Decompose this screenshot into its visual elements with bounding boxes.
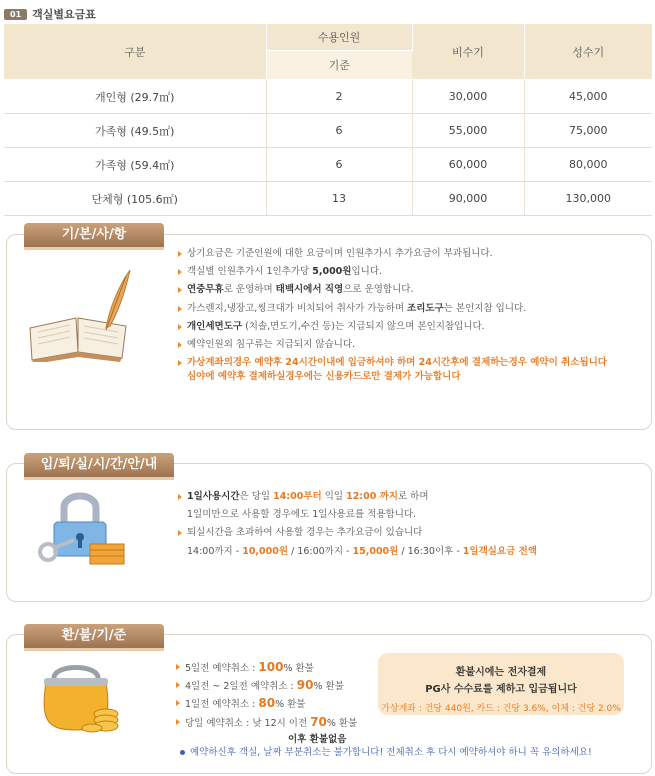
list-item: 1일전 예약취소 : 80% 환불	[176, 694, 357, 712]
offpeak-price-cell: 30,000	[412, 80, 524, 114]
room-type-cell: 단체형 (105.6㎡)	[4, 182, 266, 216]
peak-price-cell: 130,000	[524, 182, 652, 216]
header-offpeak: 비수기	[412, 24, 524, 80]
list-item: 객실별 인원추가시 1인추가당 5,000원입니다.	[178, 263, 607, 281]
section-title: 객실별요금표	[32, 8, 96, 21]
fee-box-line3: 가상계좌 : 건당 440원, 카드 : 건당 3.6%, 이체 : 건당 2.0%	[381, 704, 621, 714]
capacity-cell: 2	[266, 80, 412, 114]
list-item: 가스렌지,냉장고,씽크대가 비치되어 취사가 가능하며 조리도구는 본인지참 입니다.	[178, 300, 607, 318]
offpeak-price-cell: 55,000	[412, 114, 524, 148]
header-capacity-sub: 기준	[266, 51, 412, 80]
payment-fee-box	[378, 653, 624, 715]
warning-item: 심야에 예약후 결제하실경우에는 신용카드로만 결제가 가능합니다	[187, 371, 461, 383]
capacity-cell: 13	[266, 182, 412, 216]
peak-price-cell: 45,000	[524, 80, 652, 114]
table-row	[4, 182, 652, 216]
list-item: 4일전 ~ 2일전 예약취소 : 90% 환불	[176, 676, 357, 694]
padlock-key-icon	[34, 486, 130, 570]
refund-list	[176, 658, 357, 749]
room-type-cell: 가족형 (49.5㎡)	[4, 114, 266, 148]
refund-tab: 환/불/기/준	[24, 624, 164, 651]
list-item: 상기요금은 기준인원에 대한 요금이며 인원추가시 추가요금이 부과됩니다.	[178, 245, 607, 263]
header-peak: 성수기	[524, 24, 652, 80]
offpeak-price-cell: 60,000	[412, 148, 524, 182]
list-item: 예약인원외 침구류는 지급되지 않습니다.	[178, 336, 607, 354]
checkin-tab: 입/퇴/실/시/간/안/내	[24, 453, 174, 480]
header-type: 구분	[4, 24, 266, 80]
list-item: 퇴실시간을 초과하여 사용할 경우는 추가요금이 있습니다	[178, 524, 537, 542]
peak-price-cell: 80,000	[524, 148, 652, 182]
fee-line: 14:00까지 - 10,000원 / 16:00까지 - 15,000원 / 16:30이후 - 1일객실요금 전액	[187, 545, 537, 557]
no-refund-line: 이후 환불없음	[288, 733, 347, 745]
warning-item: 가상계좌의경우 예약후 24시간이내에 입금하셔야 하며 24시간후에 결제하는경우 예약이 취소됩니다	[178, 354, 607, 372]
table-row	[4, 80, 652, 114]
coin-purse-icon	[36, 648, 128, 736]
basics-list	[178, 245, 607, 387]
header-capacity: 수용인원	[266, 24, 412, 51]
fee-box-line2: PG사 수수료를 제하고 입금됩니다	[425, 684, 577, 695]
book-quill-icon	[22, 266, 134, 362]
basics-tab: 기/본/사/항	[24, 223, 164, 250]
cancellation-notice: 예약하신후 객실, 날짜 부분취소는 불가합니다! 전체취소 후 다시 예약하셔야 하니 꼭 유의하세요!	[180, 744, 592, 758]
table-row	[4, 148, 652, 182]
offpeak-price-cell: 90,000	[412, 182, 524, 216]
room-type-cell: 가족형 (59.4㎡)	[4, 148, 266, 182]
capacity-cell: 6	[266, 148, 412, 182]
rate-table	[4, 24, 652, 216]
capacity-cell: 6	[266, 114, 412, 148]
section-tag	[4, 6, 96, 22]
list-item: 5일전 예약취소 : 100% 환불	[176, 658, 357, 676]
list-item: 1일사용시간은 당일 14:00부터 익일 12:00 까지로 하며	[178, 488, 537, 506]
bullet-dot-icon	[180, 750, 185, 755]
list-item: 연중무휴로 운영하며 태백시에서 직영으로 운영합니다.	[178, 281, 607, 299]
peak-price-cell: 75,000	[524, 114, 652, 148]
room-type-cell: 개인형 (29.7㎡)	[4, 80, 266, 114]
checkin-list	[178, 488, 537, 561]
fee-box-line1: 환불시에는 전자결제	[455, 667, 547, 678]
table-row	[4, 114, 652, 148]
section-number-badge: 01	[4, 9, 27, 20]
list-item: 개인세면도구 (치솔,면도기,수건 등)는 지급되지 않으며 본인지참입니다.	[178, 318, 607, 336]
list-item: 당일 예약취소 : 낮 12시 이전 70% 환불	[176, 713, 357, 731]
list-item: 1일미만으로 사용할 경우에도 1일사용료를 적용합니다.	[187, 509, 417, 521]
